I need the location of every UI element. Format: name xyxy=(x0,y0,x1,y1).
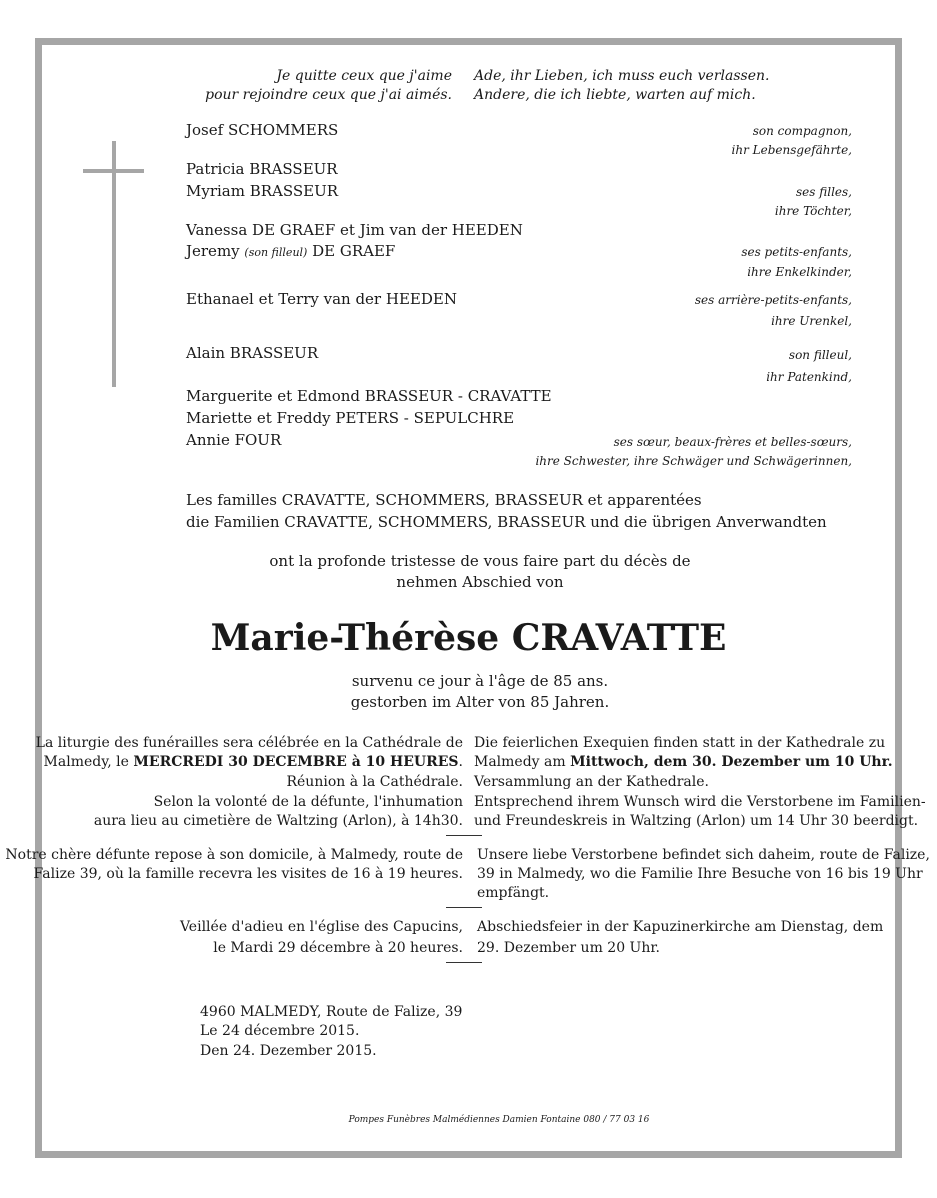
home-fr-l2: Falize 39, où la famille recevra les visites de 16 à 19 heures. xyxy=(33,866,463,882)
funeral-fr-l1: La liturgie des funérailles sera célébrée en la Cathédrale de xyxy=(35,735,463,751)
relation-fr: ses filles, xyxy=(796,185,852,199)
home-de-l2: 39 in Malmedy, wo die Familie Ihre Besuche von 16 bis 19 Uhr xyxy=(477,866,923,882)
family-name: Myriam BRASSEUR xyxy=(186,182,339,200)
vigil-fr-l2: le Mardi 29 décembre à 20 heures. xyxy=(213,940,463,956)
family-name: Patricia BRASSEUR xyxy=(186,160,338,178)
family-name: Vanessa DE GRAEF et Jim van der HEEDEN xyxy=(186,221,523,239)
family-name: Alain BRASSEUR xyxy=(186,344,319,362)
divider xyxy=(446,835,482,836)
funeral-fr-l3: Réunion à la Cathédrale. xyxy=(286,774,463,790)
poem-fr-line1: Je quitte ceux que j'aime xyxy=(276,68,452,84)
families-de: die Familien CRAVATTE, SCHOMMERS, BRASSEUR und die übrigen Anverwandten xyxy=(186,513,827,531)
vigil-de-l2: 29. Dezember um 20 Uhr. xyxy=(477,940,660,956)
address-line1: 4960 MALMEDY, Route de Falize, 39 xyxy=(200,1004,463,1020)
relation-de: ihre Urenkel, xyxy=(771,314,852,328)
poem-de-line1: Ade, ihr Lieben, ich muss euch verlassen. xyxy=(474,68,770,84)
home-de-l3: empfängt. xyxy=(477,885,550,901)
footer-undertaker: Pompes Funèbres Malmédiennes Damien Fontaine 080 / 77 03 16 xyxy=(348,1115,650,1125)
relation-de: ihr Lebensgefährte, xyxy=(731,143,852,157)
relation-de: ihr Patenkind, xyxy=(766,370,852,384)
address-date-de: Den 24. Dezember 2015. xyxy=(200,1043,377,1059)
divider xyxy=(446,907,482,908)
announce-de: nehmen Abschied von xyxy=(396,573,564,591)
relation-fr: ses petits-enfants, xyxy=(741,245,852,259)
funeral-de-l1: Die feierlichen Exequien finden statt in der Kathedrale zu xyxy=(474,735,886,751)
funeral-de-date: Mittwoch, dem 30. Dezember um 10 Uhr. xyxy=(570,754,893,770)
funeral-fr-date: MERCREDI 30 DECEMBRE à 10 HEURES xyxy=(133,754,459,770)
jeremy-note: (son filleul) xyxy=(244,246,308,259)
relation-de: ihre Enkelkinder, xyxy=(747,265,852,279)
funeral-de-l4: Entsprechend ihrem Wunsch wird die Verstorbene im Familien- xyxy=(474,794,926,810)
relation-fr: son compagnon, xyxy=(752,124,852,138)
funeral-de-l5: und Freundeskreis in Waltzing (Arlon) um 14 Uhr 30 beerdigt. xyxy=(474,813,919,829)
age-fr: survenu ce jour à l'âge de 85 ans. xyxy=(351,672,609,690)
address-date-fr: Le 24 décembre 2015. xyxy=(200,1023,360,1039)
funeral-fr-l4: Selon la volonté de la défunte, l'inhumation xyxy=(153,794,463,810)
family-name-jeremy xyxy=(186,242,395,260)
families-fr: Les familles CRAVATTE, SCHOMMERS, BRASSEUR et apparentées xyxy=(186,491,702,509)
home-de-l1: Unsere liebe Verstorbene befindet sich daheim, route de Falize, xyxy=(477,847,930,863)
family-name: Ethanael et Terry van der HEEDEN xyxy=(186,290,457,308)
jeremy-last: DE GRAEF xyxy=(312,242,396,260)
relation-fr: son filleul, xyxy=(788,348,852,362)
relation-de: ihre Schwester, ihre Schwäger und Schwägerinnen, xyxy=(535,454,852,468)
age-de: gestorben im Alter von 85 Jahren. xyxy=(350,693,610,711)
cross-horizontal xyxy=(83,169,144,173)
vigil-fr-l1: Veillée d'adieu en l'église des Capucins, xyxy=(179,919,463,935)
funeral-fr-l2c: . xyxy=(458,754,463,770)
relation-de: ihre Töchter, xyxy=(774,204,852,218)
funeral-fr-l2a: Malmedy, le xyxy=(43,754,129,770)
family-name: Marguerite et Edmond BRASSEUR - CRAVATTE xyxy=(186,387,552,405)
home-fr-l1: Notre chère défunte repose à son domicile, à Malmedy, route de xyxy=(5,847,463,863)
funeral-de-l2 xyxy=(474,754,893,770)
jeremy-first: Jeremy xyxy=(186,242,240,260)
funeral-de-l2a: Malmedy am xyxy=(474,754,566,770)
cross-vertical xyxy=(112,141,116,387)
poem-fr-line2: pour rejoindre ceux que j'ai aimés. xyxy=(205,87,452,103)
funeral-fr-l2 xyxy=(44,754,463,770)
announce-fr: ont la profonde tristesse de vous faire part du décès de xyxy=(269,552,691,570)
page-frame xyxy=(35,38,902,1158)
divider xyxy=(446,962,482,963)
poem-de-line2: Andere, die ich liebte, warten auf mich. xyxy=(474,87,756,103)
family-name: Josef SCHOMMERS xyxy=(186,121,339,139)
vigil-de-l1: Abschiedsfeier in der Kapuzinerkirche am Dienstag, dem xyxy=(477,919,884,935)
funeral-de-l3: Versammlung an der Kathedrale. xyxy=(474,774,709,790)
relation-fr: ses arrière-petits-enfants, xyxy=(694,293,852,307)
relation-fr: ses sœur, beaux-frères et belles-sœurs, xyxy=(613,435,852,449)
family-name: Annie FOUR xyxy=(186,431,282,449)
deceased-name: Marie-Thérèse CRAVATTE xyxy=(210,617,727,659)
family-name: Mariette et Freddy PETERS - SEPULCHRE xyxy=(186,409,515,427)
funeral-fr-l5: aura lieu au cimetière de Waltzing (Arlon), à 14h30. xyxy=(93,813,463,829)
